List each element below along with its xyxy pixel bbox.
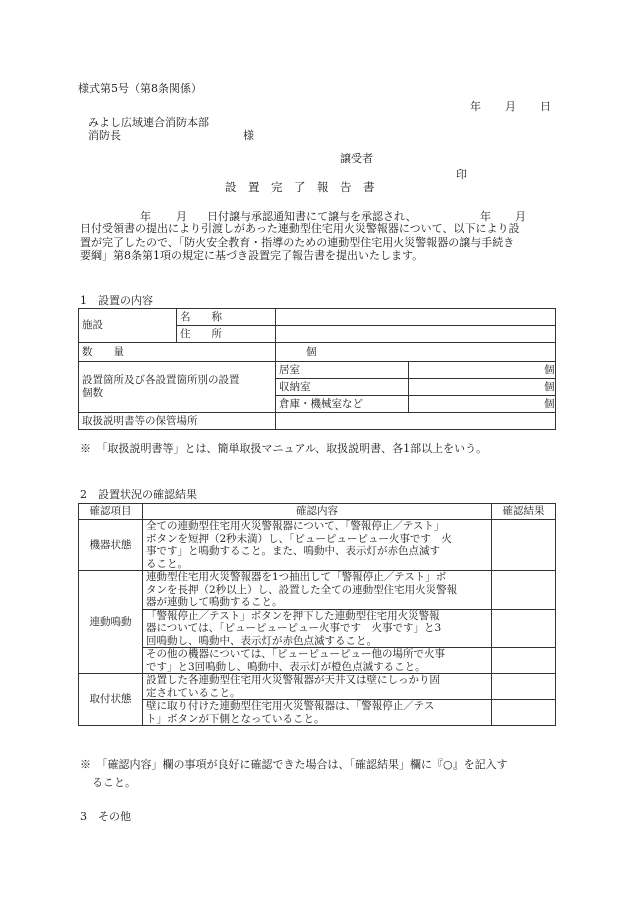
table-row xyxy=(79,609,556,648)
content-line: 設置した各連動型住宅用火災警報器が天井又は壁にしっかり固 xyxy=(146,674,440,686)
content-line: ト」ボタンが下側となっていること。 xyxy=(146,712,325,725)
intro-line4: 要綱」第8条第1項の規定に基づき設置完了報告書を提出いたします。 xyxy=(80,249,424,262)
content-line: ること。 xyxy=(146,557,188,570)
content-line: その他の機器については、「ピューピューピュー他の場所で火事 xyxy=(146,648,446,660)
intro-paragraph xyxy=(80,222,552,263)
linked-alarm-content-2 xyxy=(143,609,492,648)
manual-location-label: 取扱説明書等の保管場所 xyxy=(79,413,276,430)
content-line: タンを長押（2秒以上）し、設置した全ての連動型住宅用火災警報 xyxy=(146,583,458,596)
date-year-label: 年 xyxy=(470,100,481,113)
content-line: 「警報停止／テスト」ボタンを押下した連動型住宅用火災警報 xyxy=(146,609,440,622)
table-row xyxy=(79,413,556,430)
installation-table xyxy=(78,308,556,430)
linked-alarm-result-cell-1[interactable] xyxy=(492,571,556,610)
content-line: 事です」と鳴動すること。また、鳴動中、表示灯が赤色点滅す xyxy=(146,545,440,557)
placement-label-line1: 設置箇所及び各設置箇所別の設置 xyxy=(82,374,240,386)
intro-line3: 置が完了したので、「防火安全教育・指導のための連動型住宅用火災警報器の譲与手続き xyxy=(80,235,515,249)
content-line: 連動型住宅用火災警報器を1つ抽出して「警報停止／テスト」ボ xyxy=(146,571,447,583)
linked-alarm-result-cell-2[interactable] xyxy=(492,609,556,648)
date-month-label: 月 xyxy=(505,100,516,113)
device-status-label: 機器状態 xyxy=(79,520,143,571)
content-line: 回鳴動し、鳴動中、表示灯が赤色点滅すること。 xyxy=(146,634,377,647)
content-line: 壁に取り付けた連動型住宅用火災警報器は、「警報停止／テス xyxy=(146,700,435,712)
intro-month: 月 xyxy=(176,210,187,223)
document-title: 設 置 完 了 報 告 書 xyxy=(225,180,375,194)
table-row xyxy=(79,700,556,726)
content-line: です」と3回鳴動し、鳴動中、表示灯が橙色点滅すること。 xyxy=(146,660,426,673)
placement-label xyxy=(79,362,276,413)
intro-year: 年 xyxy=(140,210,151,223)
mount-status-result-cell-2[interactable] xyxy=(492,700,556,726)
intro-line2: 日付受領書の提出により引渡しがあった連動型住宅用火災警報器について、以下により設 xyxy=(80,222,520,235)
linked-alarm-label: 連動鳴動 xyxy=(79,571,143,674)
name-value-cell[interactable] xyxy=(276,309,556,326)
linked-alarm-content-3 xyxy=(143,648,492,674)
table-row xyxy=(79,674,556,700)
room-unit: 個 xyxy=(409,362,556,379)
content-line: 定されていること。 xyxy=(146,686,241,699)
table-row xyxy=(79,571,556,610)
col-header-content: 確認内容 xyxy=(143,504,492,520)
col-header-item: 確認項目 xyxy=(79,504,143,520)
section2-heading: 2 設置状況の確認結果 xyxy=(80,488,197,501)
room-label: 収納室 xyxy=(276,379,409,396)
room-label: 居室 xyxy=(276,362,409,379)
device-status-content xyxy=(143,520,492,571)
room-unit: 個 xyxy=(409,396,556,413)
table-row xyxy=(79,362,556,379)
facility-label: 施設 xyxy=(79,309,177,343)
assignee-label: 譲受者 xyxy=(340,152,373,165)
col-header-result: 確認結果 xyxy=(492,504,556,520)
mount-status-content-1 xyxy=(143,674,492,700)
section2-note-line1: ※ 「確認内容」欄の事項が良好に確認できた場合は、「確認結果」欄に『○』を記入す xyxy=(80,758,508,771)
table-row xyxy=(79,504,556,520)
table-row xyxy=(79,648,556,674)
manual-location-value-cell[interactable] xyxy=(276,413,556,430)
name-label: 名 称 xyxy=(177,309,276,326)
quantity-label: 数 量 xyxy=(79,343,276,362)
seal-label: 印 xyxy=(456,168,467,181)
intro-line1-text: 日付譲与承認通知書にて譲与を承認され、 xyxy=(207,210,417,223)
section3-heading: 3 その他 xyxy=(80,810,131,823)
recipient-org: みよし広域連合消防本部 xyxy=(88,116,209,129)
date-day-label: 日 xyxy=(540,100,551,113)
content-line: 器については、「ピューピューピュー火事です 火事です」と3 xyxy=(146,622,442,634)
intro-month2: 月 xyxy=(515,210,526,223)
room-label: 倉庫・機械室など xyxy=(276,396,409,413)
form-number: 様式第5号（第8条関係） xyxy=(78,82,202,95)
linked-alarm-content-1 xyxy=(143,571,492,610)
recipient-title: 消防長 xyxy=(88,129,121,142)
section1-heading: 1 設置の内容 xyxy=(80,294,153,307)
quantity-unit: 個 xyxy=(276,343,556,362)
address-value-cell[interactable] xyxy=(276,326,556,343)
table-row xyxy=(79,343,556,362)
content-line: ボタンを短押（2秒未満）し、「ピューピューピュー火事です 火 xyxy=(146,532,452,545)
mount-status-content-2 xyxy=(143,700,492,726)
section2-note-line2: ること。 xyxy=(92,776,136,789)
linked-alarm-result-cell-3[interactable] xyxy=(492,648,556,674)
intro-year2: 年 xyxy=(480,210,491,223)
mount-status-result-cell-1[interactable] xyxy=(492,674,556,700)
confirmation-table xyxy=(78,503,556,726)
content-line: 全ての連動型住宅用火災警報器について、「警報停止／テスト」 xyxy=(146,520,445,532)
device-status-result-cell[interactable] xyxy=(492,520,556,571)
placement-label-line2: 個数 xyxy=(82,387,103,399)
section1-note: ※ 「取扱説明書等」とは、簡単取扱マニュアル、取扱説明書、各1部以上をいう。 xyxy=(80,442,488,455)
room-unit: 個 xyxy=(409,379,556,396)
mount-status-label: 取付状態 xyxy=(79,674,143,726)
recipient-honorific: 様 xyxy=(243,129,254,142)
address-label: 住 所 xyxy=(177,326,276,343)
table-row xyxy=(79,309,556,326)
table-row xyxy=(79,520,556,571)
content-line: 器が連動して鳴動すること。 xyxy=(146,596,283,608)
